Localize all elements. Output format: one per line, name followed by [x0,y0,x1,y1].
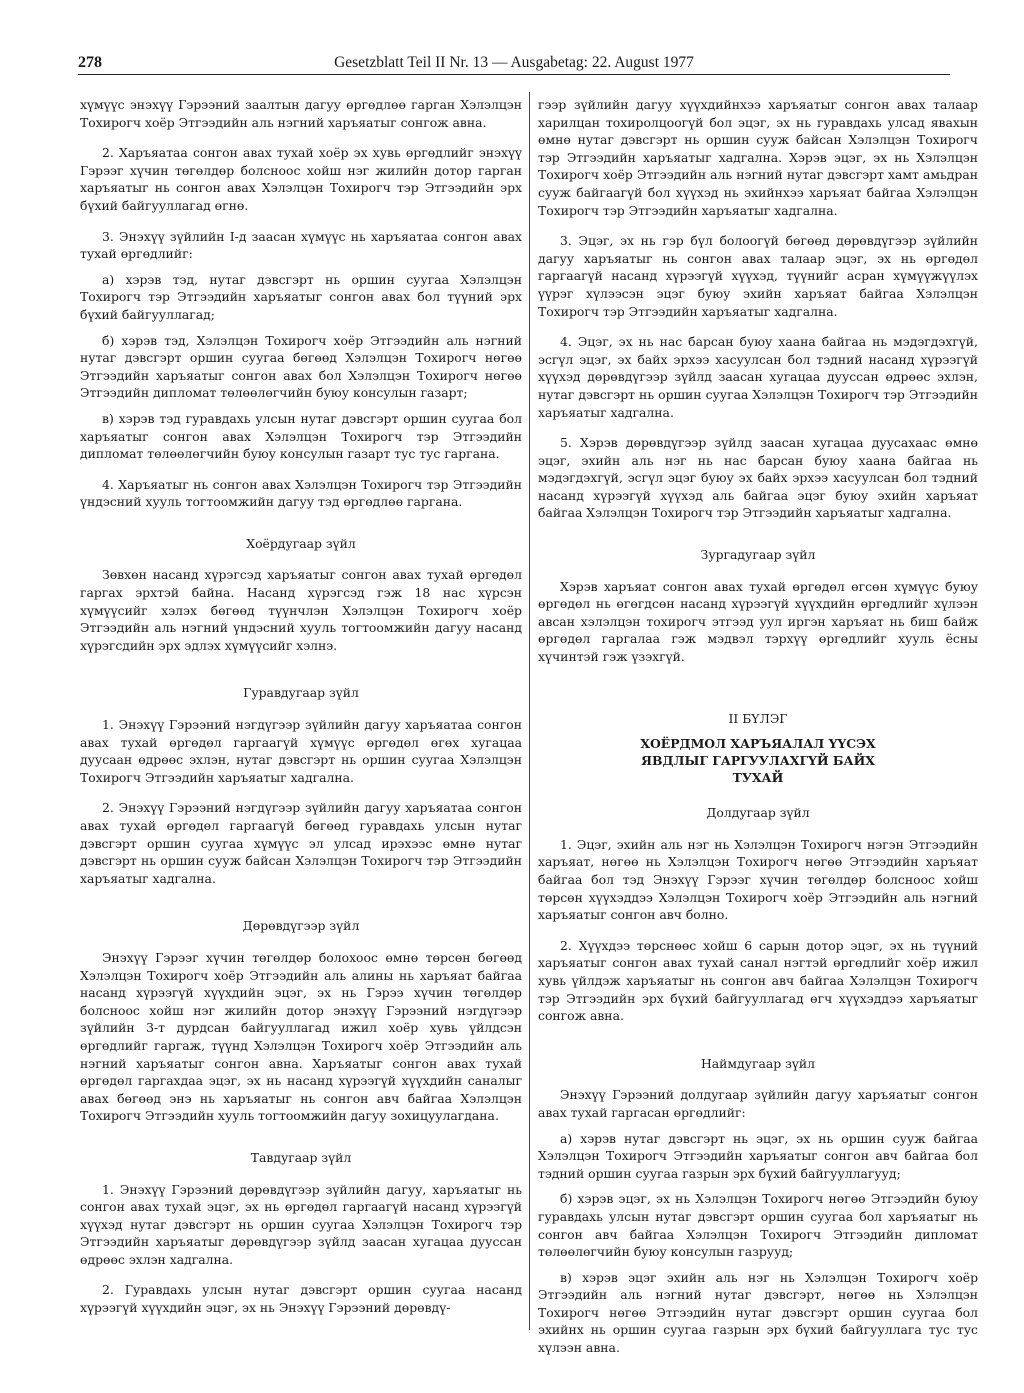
chapter-title-line: ЯВДЛЫГ ГАРГУУЛАХГҮЙ БАЙХ [641,753,875,769]
chapter-number: II БҮЛЭГ [728,710,788,726]
article-heading: Наймдугаар зүйл [700,1055,816,1071]
left-column [80,96,522,1330]
chapter-title-line: ХОЁРДМОЛ ХАРЪЯАЛАЛ ҮҮСЭХ [640,736,876,752]
header-rule [78,74,950,75]
article-heading: Дөрөвдүгээр зүйл [242,918,360,934]
list-item: в) хэрэв тэд гуравдахь улсын нутаг дэвсгэрт оршин суугаа бол харъяатыг сонгон авах Хэлэлцэн Тохирогч тэр Этгээдийн дипломат төлөөлөгчийн буюу консулын газарт тус тус гаргана. [80,410,522,462]
paragraph: 1. Эцэг, эхийн аль нэг нь Хэлэлцэн Тохирогч нэгэн Этгээдийн харъяат, нөгөө нь Хэлэлцэн Тохирогч нөгөө Этгээдийн харъяат байгаа бол тэд Энэхүү Гэрээг хүчин төгөлдөр болсноос хойш төрсөн хүүхэддээ Хэлэлцэн Тохирогч хоёр Этгээдийн аль нэгний харъяатыг сонгон авч болно. [538,836,978,923]
article-heading: Гуравдугаар зүйл [243,685,359,701]
paragraph: 2. Хүүхдээ төрснөөс хойш 6 сарын дотор эцэг, эх нь түүний харъяатыг сонгон авах тухай санал нэгтэй өргөдлийг хоёр ижил хувь үйлдэж харъяатыг нь сонгон авч байгаа Хэлэлцэн Тохирогч тэр Этгээдийн эрх бүхий байгууллагад өгч хүүхэддээ харъяатыг сонгож авна. [538,937,978,1024]
running-head: Gesetzblatt Teil II Nr. 13 — Ausgabetag: 22. August 1977 [334,54,694,71]
article-heading: Зургадугаар зүйл [700,547,816,563]
list-item: в) хэрэв эцэг эхийн аль нэг нь Хэлэлцэн Тохирогч хоёр Этгээдийн аль нэгний нутаг дэвсгэрт, нөгөө нь Хэлэлцэн Тохирогч нөгөө Этгээдийн нутаг дэвсгэрт оршин суугаа бол эхийнх нь оршин суугаа газрын эрх бүхий байгууллага тус тус хүлээн авна. [538,1269,978,1356]
paragraph: Зөвхөн насанд хүрэгсэд харъяатыг сонгон авах тухай өргөдөл гаргах эрхтэй байна. Насанд хүрэгсэд гэж 18 нас хүрсэн хүмүүсийг хэлэх бөгөөд түүнчлэн Хэлэлцэн Тохирогч хоёр Этгээдийн аль нэгний үндэсний хууль тогтоомжийн дагуу насанд хүрэгсдийн эрх эдлэх хүмүүсийг хэлнэ. [80,567,522,653]
list-item: б) хэрэв эцэг, эх нь Хэлэлцэн Тохирогч нөгөө Этгээдийн буюу гуравдахь улсын нутаг дэвсгэрт оршин суугаа бол харъяатыг нь сонгон авч байгаа Хэлэлцэн Тохирогч Этгээдийн дипломат төлөөлөгчийн буюу консулын газрууд; [538,1191,978,1260]
paragraph: 1. Энэхүү Гэрээний дөрөвдүгээр зүйлийн дагуу, харъяатыг нь сонгон авах тухай эцэг, эх нь өргөдөл гаргаагүй насанд хүрээгүй хүүхэд нутаг дэвсгэрт нь оршин суугаа Хэлэлцэн Тохирогч тэр Этгээдийн харъяатыг дөрөвдүгээр зүйлд заасан хугацаа дууссан өдрөөс эхлэн хадгална. [80,1181,522,1267]
paragraph: 2. Харъяатаа сонгон авах тухай хоёр эх хувь өргөдлийг энэхүү Гэрээг хүчин төгөлдөр болсноос хойш нэг жилийн дотор гарган харъяатыг нь сонгон авах Хэлэлцэн Тохирогч тэр Этгээдийн эрх бүхий байгууллагад өгнө. [80,145,522,213]
paragraph: 4. Эцэг, эх нь нас барсан буюу хаана байгаа нь мэдэгдэхгүй, эсгүл эцэг, эх байх эрхээ хасуулсан бол тэдний насанд хүрээгүй хүүхэд дөрөвдүгээр зүйлд заасан хугацаа дууссан өдрөөс эхлэн, нутаг дэвсгэрт нь оршин суугаа Хэлэлцэн Тохирогч тэр Этгээдийн харъяатыг хадгална. [538,334,978,420]
column-divider [529,92,530,1330]
list-item: б) хэрэв тэд, Хэлэлцэн Тохирогч хоёр Этгээдийн аль нэгний нутаг дэвсгэрт оршин суугаа бөгөөд Хэлэлцэн Тохирогч нөгөө Этгээдийн харъяатыг сонгон авах бол Хэлэлцэн Тохирогч нөгөө Этгээдийн дипломат төлөөлөгчийн буюу консулын газарт; [80,332,522,401]
page-number: 278 [78,54,102,71]
list-item: а) хэрэв тэд, нутаг дэвсгэрт нь оршин суугаа Хэлэлцэн Тохирогч тэр Этгээдийн харъяатыг сонгон авах бол түүний эрх бүхий байгууллагад; [80,271,522,322]
paragraph: 2. Гуравдахь улсын нутаг дэвсгэрт оршин суугаа насанд хүрээгүй хүүхдийн эцэг, эх нь Энэхүү Гэрээний дөрөвдү- [80,1282,522,1316]
article-heading: Долдугаар зүйл [706,805,810,821]
paragraph: хүмүүс энэхүү Гэрээний заалтын дагуу өргөдлөө гарган Хэлэлцэн Тохирогч хоёр Этгээдийн аль нэгний харъяатыг сонгож авна. [80,97,522,130]
chapter-title [538,735,978,786]
list-item: а) хэрэв нутаг дэвсгэрт нь эцэг, эх нь оршин сууж байгаа Хэлэлцэн Тохирогч Этгээдийн харъяатыг сонгон авч байгаа бол тэдний оршин суугаа газрын эрх бүхий байгууллагууд; [538,1130,978,1181]
right-column [538,96,978,1365]
chapter-title-line: ТУХАЙ [732,770,784,786]
article-heading: Тавдугаар зүйл [250,1149,352,1165]
paragraph: 5. Хэрэв дөрөвдүгээр зүйлд заасан хугацаа дуусахаас өмнө эцэг, эхийн аль нэг нь нас барсан буюу хаана байгаа нь мэдэгдэхгүй, эсгүл эцэг буюу эх байх эрхээ хасуулсан бол тэдний насанд хүрээгүй хүүхэд аль байгаа эцэг буюу эхийн харъяат байгаа Хэлэлцэн Тохирогч тэр Этгээдийн харъяатыг хадгална. [538,435,978,521]
paragraph: 4. Харъяатыг нь сонгон авах Хэлэлцэн Тохирогч тэр Этгээдийн үндэсний хууль тогтоомжийн дагуу тэд өргөдлөө гаргана. [80,476,522,510]
paragraph: 1. Энэхүү Гэрээний нэгдүгээр зүйлийн дагуу харъяатаа сонгон авах тухай өргөдөл гаргаагүй хүмүүс өргөдөл өгөх хугацаа дуусаан өдрөөс эхлэн, нутаг дэвсгэрт нь оршин суугаа Хэлэлцэн Тохирогч Этгээдийн харъяатыг хадгална. [80,717,522,785]
paragraph: гээр зүйлийн дагуу хүүхдийнхээ харъяатыг сонгон авах талаар харилцан тохиролцоогүй бол эцэг, эх нь гуравдахь улсад явахын өмнө нутаг дэвсгэрт нь оршин сууж байсан Хэлэлцэн Тохирогч тэр Этгээдийн харъяатыг хадгална. Хэрэв эцэг, эх нь Хэлэлцэн Тохирогч хоёр Этгээдийн аль нэгний нутаг дэвсгэрт хамт амьдран сууж байгаагүй бол хүүхэд нь эхийнхээ харъяат байгаа Хэлэлцэн Тохирогч тэр Этгээдийн харъяатыг хадгална. [538,97,978,218]
paragraph: Энэхүү Гэрээний долдугаар зүйлийн дагуу харъяатыг сонгон авах тухай гаргасан өргөдлийг: [538,1087,978,1120]
paragraph: 3. Эцэг, эх нь гэр бүл болоогүй бөгөөд дөрөвдүгээр зүйлийн дагуу харъяатыг нь сонгон авах талаар эцэг, эх нь өргөдөл гаргаагүй насанд хүрээгүй хүүхэд, түүнийг асран хүмүүжүүлэх үүрэг хүлээсэн эцэг буюу эхийн харъяат байгаа Хэлэлцэн Тохирогч тэр Этгээдийн харъяатыг хадгална. [538,233,978,319]
paragraph: 3. Энэхүү зүйлийн I-д заасан хүмүүс нь харъяатаа сонгон авах тухай өргөдлийг: [80,228,522,262]
article-heading: Хоёрдугаар зүйл [246,535,356,551]
paragraph: Энэхүү Гэрээг хүчин төгөлдөр болохоос өмнө төрсөн бөгөөд Хэлэлцэн Тохирогч хоёр Этгээдийн аль алины нь харъяат байгаа насанд хүрээгүй хүүхдийн эцэг, эх нь Гэрээ хүчин төгөлдөр болсноос хойш нэг жилийн дотор энэхүү Гэрээний нэгдүгээр зүйлийн 3-т дурдсан байгууллагад ижил хоёр хувь үйлдсэн өргөдлийг гаргаж, түүнд Хэлэлцэн Тохирогч хоёр Этгээдийн аль нэгний харъяатыг сонгон авна. Харъяатыг сонгон авах тухай өргөдөл гаргахдаа эцэг, эх нь насанд хүрээгүй хүүхдийн саналыг авах бөгөөд энэ нь харъяатыг нь сонгон авч байгаа Хэлэлцэн Тохирогч Этгээдийн хууль тогтоомжийн дагуу зохицуулагдана. [80,949,522,1124]
paragraph: Хэрэв харъяат сонгон авах тухай өргөдөл өгсөн хүмүүс буюу өргөдөл нь өгөгдсөн насанд хүрээгүй хүүхдийн өргөдлийг хүлээн авсан хэлэлцэн тохирогч этгээд уул иргэн харъяат нь биш байж өргөдөл гаргалаа гэж мэдвэл тэрхүү өргөдлийг хууль ёсны хүчинтэй гэж үзэхгүй. [538,578,978,665]
paragraph: 2. Энэхүү Гэрээний нэгдүгээр зүйлийн дагуу харъяатаа сонгон авах тухай өргөдөл гаргаагүй бөгөөд гуравдахь улсын нутаг дэвсгэрт оршин суугаа хүмүүс эл улсад ирэхээс өмнө нутаг дэвсгэрт нь оршин сууж байсан Хэлэлцэн Тохирогч тэр Этгээдийн харъяатыг хадгална. [80,800,522,886]
